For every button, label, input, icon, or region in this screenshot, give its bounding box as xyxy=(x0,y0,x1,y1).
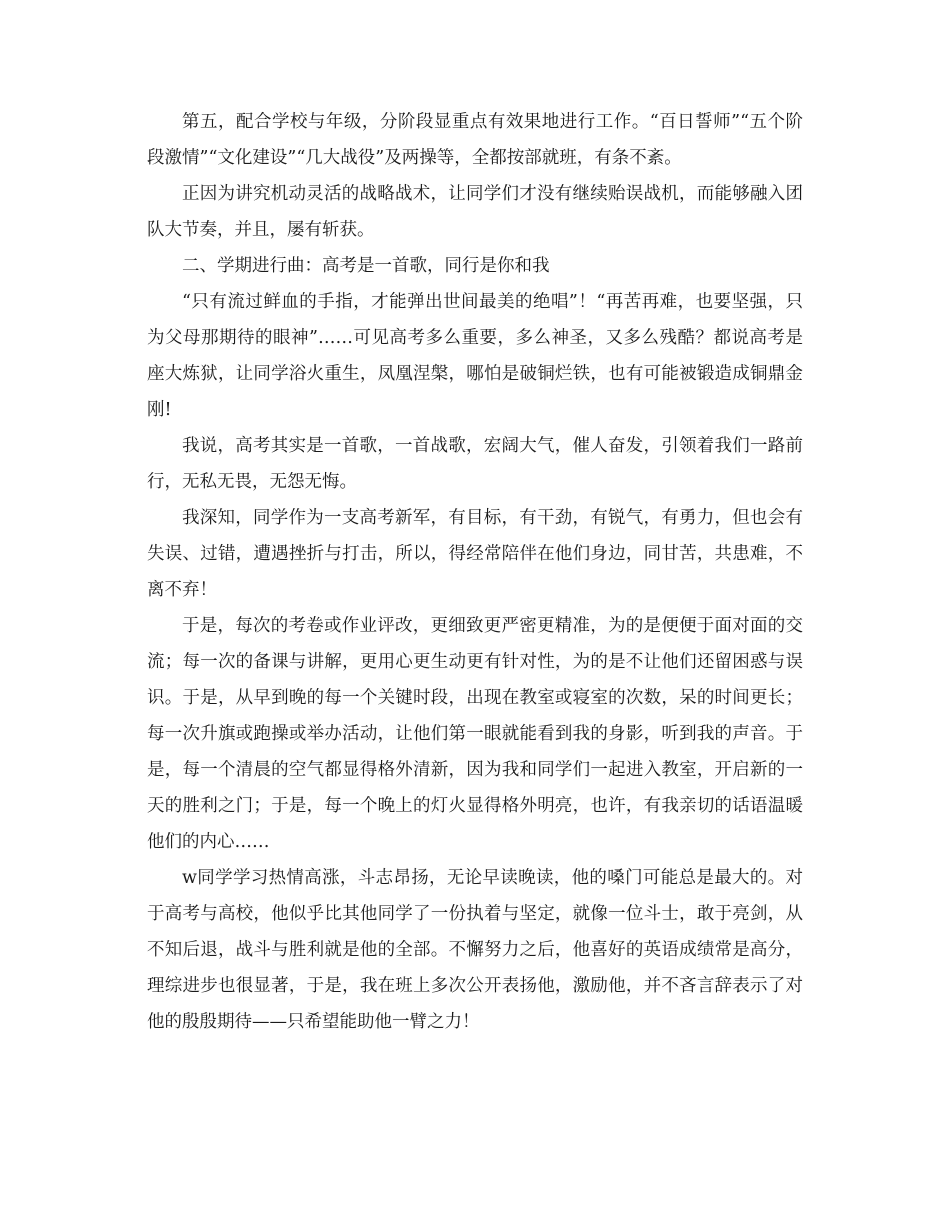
paragraph-new-army: 我深知，同学作为一支高考新军，有目标，有干劲，有锐气，有勇力，但也会有失误、过错，遭遇挫折与打击，所以，得经常陪伴在他们身边，同甘苦，共患难，不离不弃！ xyxy=(147,508,803,600)
paragraph-student-w: w同学学习热情高涨，斗志昂扬，无论早读晚读，他的嗓门可能总是最大的。对于高考与高校，他似乎比其他同学了一份执着与坚定，就像一位斗士，敢于亮剑，从不知后退，战斗与胜利就是他的全部。不懈努力之后，他喜好的英语成绩常是高分，理综进步也很显著，于是，我在班上多次公开表扬他，激励他，并不吝言辞表示了对他的殷殷期待——只希望能助他一臂之力！ xyxy=(147,868,803,1032)
paragraph-strategy: 正因为讲究机动灵活的战略战术，让同学们才没有继续贻误战机，而能够融入团队大节奏，并且，屡有斩获。 xyxy=(147,184,803,240)
paragraph-phase-five: 第五，配合学校与年级，分阶段显重点有效果地进行工作。“百日誓师”“五个阶段激情”“文化建设”“几大战役”及两操等，全都按部就班，有条不紊。 xyxy=(147,112,803,168)
paragraph-gaokao-song: 我说，高考其实是一首歌，一首战歌，宏阔大气，催人奋发，引领着我们一路前行，无私无畏，无怨无悔。 xyxy=(147,436,803,492)
section-heading-semester-march: 二、学期进行曲：高考是一首歌，同行是你和我 xyxy=(182,256,550,276)
document-body xyxy=(147,104,803,1040)
paragraph-gaokao-quotes: “只有流过鲜血的手指，才能弹出世间最美的绝唱”！“再苦再难，也要坚强，只为父母那期待的眼神”……可见高考多么重要，多么神圣，又多么残酷？都说高考是座大炼狱，让同学浴火重生，凤凰涅槃，哪怕是破铜烂铁，也有可能被锻造成铜鼎金刚! xyxy=(147,292,803,420)
paragraph-daily-effort: 于是，每次的考卷或作业评改，更细致更严密更精准，为的是便便于面对面的交流；每一次的备课与讲解，更用心更生动更有针对性，为的是不让他们还留困惑与误识。于是，从早到晚的每一个关键时段，出现在教室或寝室的次数，呆的时间更长；每一次升旗或跑操或举办活动，让他们第一眼就能看到我的身影，听到我的声音。于是，每一个清晨的空气都显得格外清新，因为我和同学们一起进入教室，开启新的一天的胜利之门；于是，每一个晚上的灯火显得格外明亮，也许，有我亲切的话语温暖他们的内心…… xyxy=(147,616,803,852)
